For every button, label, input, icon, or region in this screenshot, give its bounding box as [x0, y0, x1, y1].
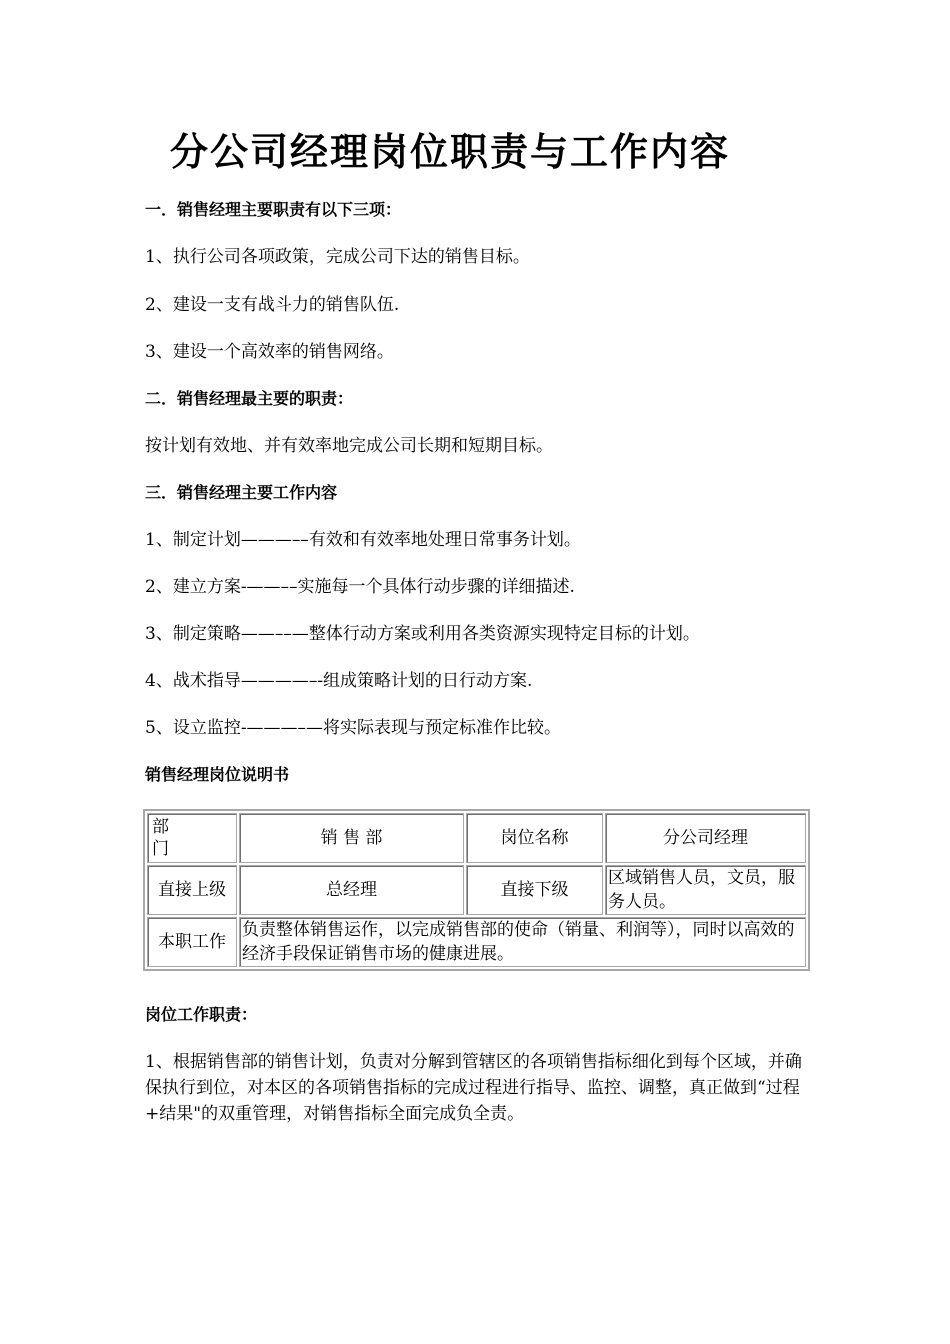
section2-heading: 二．销售经理最主要的职责： [145, 389, 354, 408]
section3-item: 5、设立监控-———–—将实际表现与预定标准作比较。 [145, 718, 562, 738]
responsibility-item: 1、根据销售部的销售计划，负责对分解到管辖区的各项销售指标细化到每个区域，并确保执行到位，对本区的各项销售指标的完成过程进行指导、监控、调整，真正做到“过程+结果"的双重管理，对销售指标全面完成负全责。 [145, 1052, 802, 1124]
page-title: 分公司经理岗位职责与工作内容 [169, 129, 730, 174]
job-description-table [143, 809, 810, 971]
section3-heading: 三．销售经理主要工作内容 [145, 483, 338, 502]
superior-value-cell: 总经理 [239, 865, 464, 915]
section3-item: 1、制定计划———––有效和有效率地处理日常事务计划。 [145, 530, 581, 550]
duty-value-cell: 负责整体销售运作，以完成销售部的使命（销量、利润等），同时以高效的经济手段保证销售市场的健康进展。 [239, 917, 806, 967]
section1-item: 2、建设一支有战斗力的销售队伍. [145, 295, 400, 315]
table-row [147, 813, 806, 863]
section3-item: 3、制定策略——––—整体行动方案或利用各类资源实现特定目标的计划。 [145, 624, 700, 644]
subordinate-label-cell: 直接下级 [466, 865, 603, 915]
section1-heading: 一．销售经理主要职责有以下三项： [145, 200, 402, 219]
section3-item: 4、战术指导————–-组成策略计划的日行动方案. [145, 671, 533, 691]
section3-item: 2、建立方案-——––实施每一个具体行动步骤的详细描述. [145, 577, 575, 597]
subordinate-value-cell: 区域销售人员，文员，服务人员。 [605, 865, 806, 915]
dept-label-cell: 部 门 [147, 813, 237, 863]
post-value-cell: 分公司经理 [605, 813, 806, 863]
table-heading: 销售经理岗位说明书 [145, 765, 290, 784]
table-row [147, 865, 806, 915]
section1-item: 1、执行公司各项政策，完成公司下达的销售目标。 [145, 247, 530, 267]
responsibilities-heading: 岗位工作职责： [145, 1005, 258, 1024]
superior-label-cell: 直接上级 [147, 865, 237, 915]
post-label-cell: 岗位名称 [466, 813, 603, 863]
section1-item: 3、建设一个高效率的销售网络。 [145, 342, 394, 362]
table-row [147, 917, 806, 967]
duty-label-cell: 本职工作 [147, 917, 237, 967]
dept-value-cell: 销 售 部 [239, 813, 464, 863]
section2-text: 按计划有效地、并有效率地完成公司长期和短期目标。 [145, 436, 553, 456]
